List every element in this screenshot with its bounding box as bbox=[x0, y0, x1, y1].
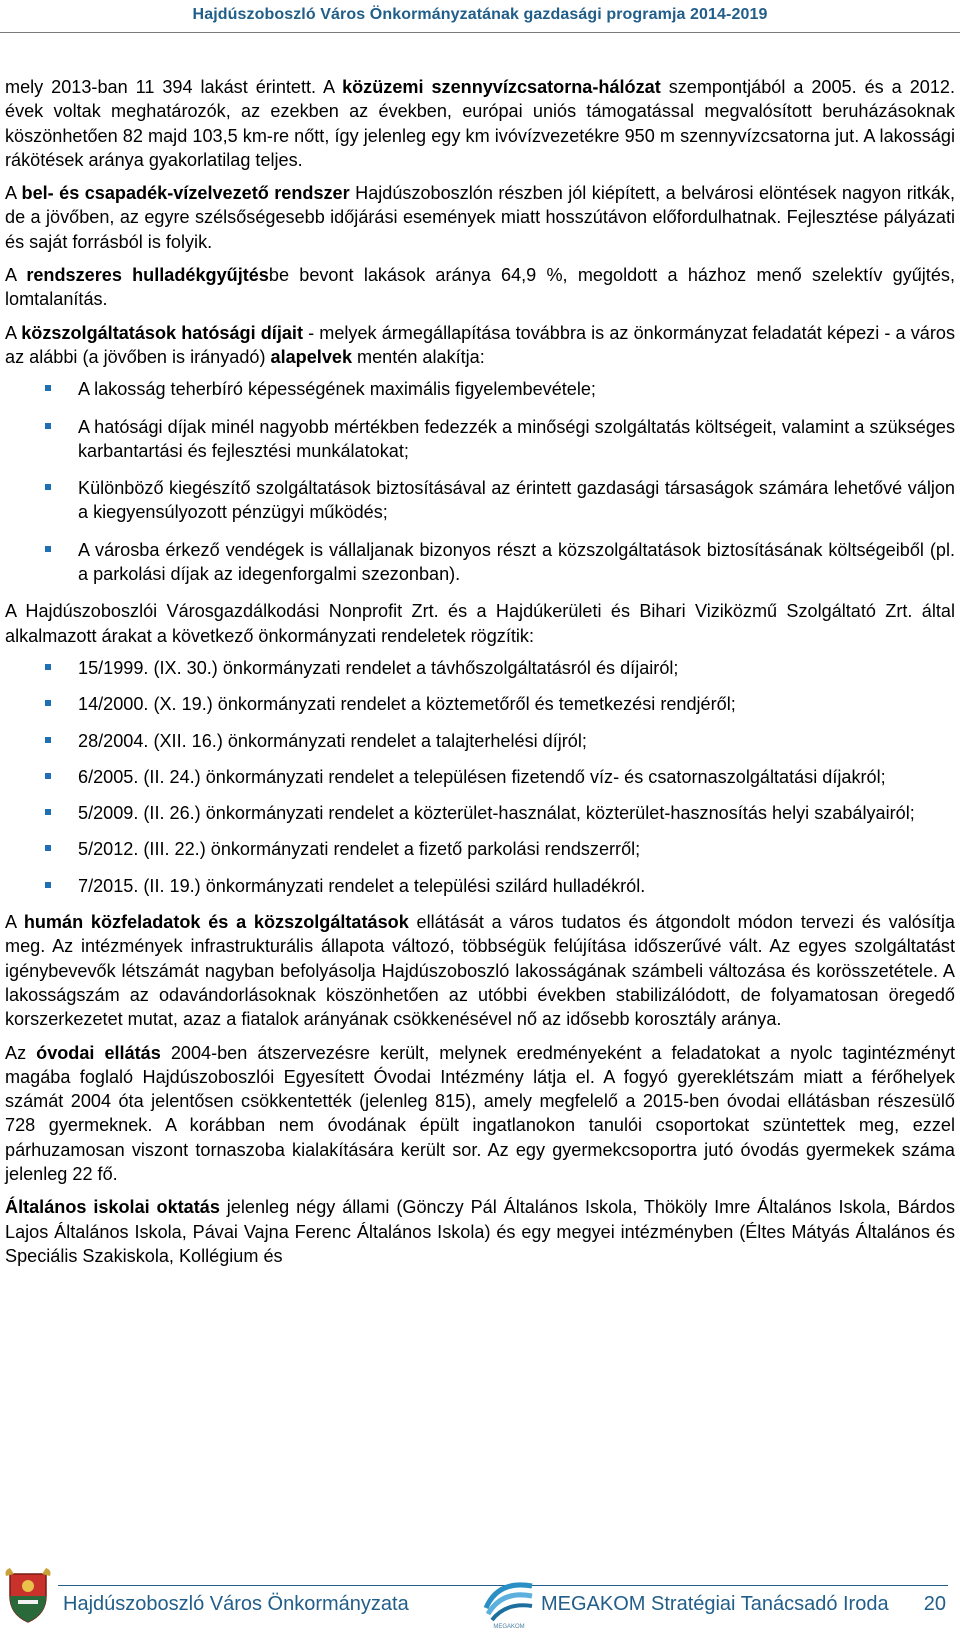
paragraph-drainage bbox=[5, 181, 955, 254]
text-run: ellátását a város tudatos és átgondolt módon tervezi és valósítja meg. Az intézmények infrastrukturális állapota változó, többségük felújítása időszerűvé vált. Az egyes szolgáltatást igénybevevők létszámát nagyban befolyásolja Hajdúszoboszló lakosságának számbeli változása és korösszetétele. A lakosságszám az odavándorlásoknak köszönhetően az utóbbi években stabilizálódott, de folyamatosan öregedő korszerkezetet mutat, azaz a fiatalok arányának csökkenésével nő az idősebb korosztály aránya. bbox=[5, 912, 955, 1030]
text-run: mentén alakítja: bbox=[352, 346, 485, 367]
regulations-list bbox=[5, 656, 955, 898]
text-run: 2004-ben átszervezésre került, melynek eredményeként a feladatokat a nyolc tagintézményt magába foglaló Hajdúszoboszlói Egyesített Óvodai Intézmény látja el. A fogyó gyereklétszám miatt a férőhelyek számát 2004 óta jelentősen csökkentették (jelenleg 815), amely megfelelő a 2015-ben óvodai ellátásban részesülő 728 gyermeknek. A korábban nem óvodának épült ingatlanokon tanulói csoportokat szüntettek meg, ezzel párhuzamosan viszont tornaszoba kialakítására került sor. Az egy gyermekcsoportra jutó óvodás gyermekek száma jelenleg 22 fő. bbox=[5, 1042, 955, 1184]
text-run: A bbox=[5, 912, 24, 933]
text-run: mely 2013-ban 11 394 lakást érintett. A bbox=[5, 77, 343, 97]
running-header: Hajdúszoboszló Város Önkormányzatának gazdasági programja 2014-2019 bbox=[192, 6, 768, 23]
footer-organization: Hajdúszoboszló Város Önkormányzata bbox=[63, 1593, 409, 1615]
bold-term: humán közfeladatok és a közszolgáltatások bbox=[23, 912, 409, 933]
list-item: A városba érkező vendégek is vállaljanak bizonyos részt a közszolgáltatások biztosításának költségeiből (pl. a parkolási díjak az idegenforgalmi szezonban). bbox=[5, 538, 955, 587]
bold-term: közszolgáltatások hatósági díjait bbox=[21, 322, 303, 343]
text-run: jelenleg négy állami (Gönczy Pál Általános Iskola, Thököly Imre Általános Iskola, Bárdos Lajos Általános Iskola, Pávai Vajna Ferenc Általános Iskola) és egy megyei intézményben (Éltes Mátyás Általános és Speciális Szakiskola, Kollégium és bbox=[5, 1197, 955, 1266]
list-item: 5/2012. (III. 22.) önkormányzati rendelet a fizető parkolási rendszerről; bbox=[5, 837, 955, 861]
principles-list bbox=[5, 377, 955, 586]
paragraph-kindergarten bbox=[5, 1041, 955, 1187]
megakom-logo-text: MEGAKOM bbox=[493, 1624, 525, 1630]
list-item: 14/2000. (X. 19.) önkormányzati rendelet a köztemetőről és temetkezési rendjéről; bbox=[5, 692, 955, 716]
bold-term: bel- és csapadék-vízelvezető rendszer bbox=[21, 183, 350, 204]
bold-term: óvodai ellátás bbox=[36, 1042, 161, 1063]
paragraph-primary-school bbox=[5, 1195, 955, 1268]
megakom-logo-icon bbox=[482, 1572, 536, 1630]
list-item: 15/1999. (IX. 30.) önkormányzati rendelet a távhőszolgáltatásról és díjairól; bbox=[5, 656, 955, 680]
list-item: 5/2009. (II. 26.) önkormányzati rendelet a közterület-használat, közterület-hasznosítás helyi szabályairól; bbox=[5, 801, 955, 825]
list-item: 28/2004. (XII. 16.) önkormányzati rendelet a talajterhelési díjról; bbox=[5, 729, 955, 753]
text-run: A bbox=[5, 265, 27, 286]
paragraph-public-fees bbox=[5, 321, 955, 370]
bold-term: Általános iskolai oktatás bbox=[5, 1197, 220, 1218]
list-item: Különböző kiegészítő szolgáltatások biztosításával az érintett gazdasági társaságok számára lehetővé váljon a kiegyensúlyozott pénzügyi működés; bbox=[5, 476, 955, 525]
paragraph-sewer-network bbox=[5, 75, 955, 172]
list-item: 7/2015. (II. 19.) önkormányzati rendelet a települési szilárd hulladékról. bbox=[5, 874, 955, 898]
list-item: A lakosság teherbíró képességének maximális figyelembevétele; bbox=[5, 377, 955, 401]
bold-term: alapelvek bbox=[270, 346, 353, 367]
bold-term: közüzemi szennyvízcsatorna-hálózat bbox=[342, 77, 661, 97]
text-run: Az bbox=[5, 1042, 37, 1063]
text-run: A bbox=[5, 183, 22, 204]
footer-consultancy: MEGAKOM Stratégiai Tanácsadó Iroda bbox=[541, 1593, 889, 1615]
text-run: be bevont lakások aránya 64,9 %, megoldott a házhoz menő szelektív gyűjtés, lomtalanítás. bbox=[5, 265, 955, 310]
text-run: Hajdúszoboszlón részben jól kiépített, a belvárosi elöntések nagyon ritkák, de a jövőben, az egyre szélsőségesebb időjárási események miatt hosszútávon előfordulhatnak. Fejlesztése pályázati és saját forrásból is folyik. bbox=[5, 183, 955, 252]
paragraph-pricing-regulations: A Hajdúszoboszlói Városgazdálkodási Nonprofit Zrt. és a Hajdúkerületi és Bihari Viziközmű Szolgáltató Zrt. által alkalmazott árakat a következő önkormányzati rendeletek rögzítik: bbox=[5, 601, 955, 646]
coat-of-arms-icon bbox=[4, 1566, 52, 1624]
page-number: 20 bbox=[923, 1593, 946, 1615]
text-run: szempontjából a 2005. és a 2012. évek voltak meghatározók, az ezekben az években, európai uniós támogatással megvalósított beruházásoknak köszönhetően 82 majd 103,5 km-re nőtt, így jelenleg egy km ivóvízvezetékre 950 m szennyvízcsatorna jut. A lakossági rákötések aránya gyakorlatilag teljes. bbox=[5, 77, 955, 170]
bold-term: rendszeres hulladékgyűjtés bbox=[26, 265, 269, 286]
header-divider bbox=[0, 32, 960, 33]
list-item: A hatósági díjak minél nagyobb mértékben fedezzék a minőségi szolgáltatás költségeit, valamint a szükséges karbantartási és fejlesztési munkálatokat; bbox=[5, 415, 955, 464]
paragraph-human-services bbox=[5, 910, 955, 1031]
text-run: A bbox=[5, 322, 22, 343]
page-body bbox=[5, 75, 955, 1277]
page-footer bbox=[0, 1580, 960, 1632]
paragraph-waste-collection bbox=[5, 263, 955, 312]
text-run: - melyek ármegállapítása továbbra is az önkormányzat feladatát képezi - a város az alábbi (a jövőben is irányadó) bbox=[5, 322, 955, 367]
list-item: 6/2005. (II. 24.) önkormányzati rendelet a településen fizetendő víz- és csatornaszolgáltatási díjakról; bbox=[5, 765, 955, 789]
